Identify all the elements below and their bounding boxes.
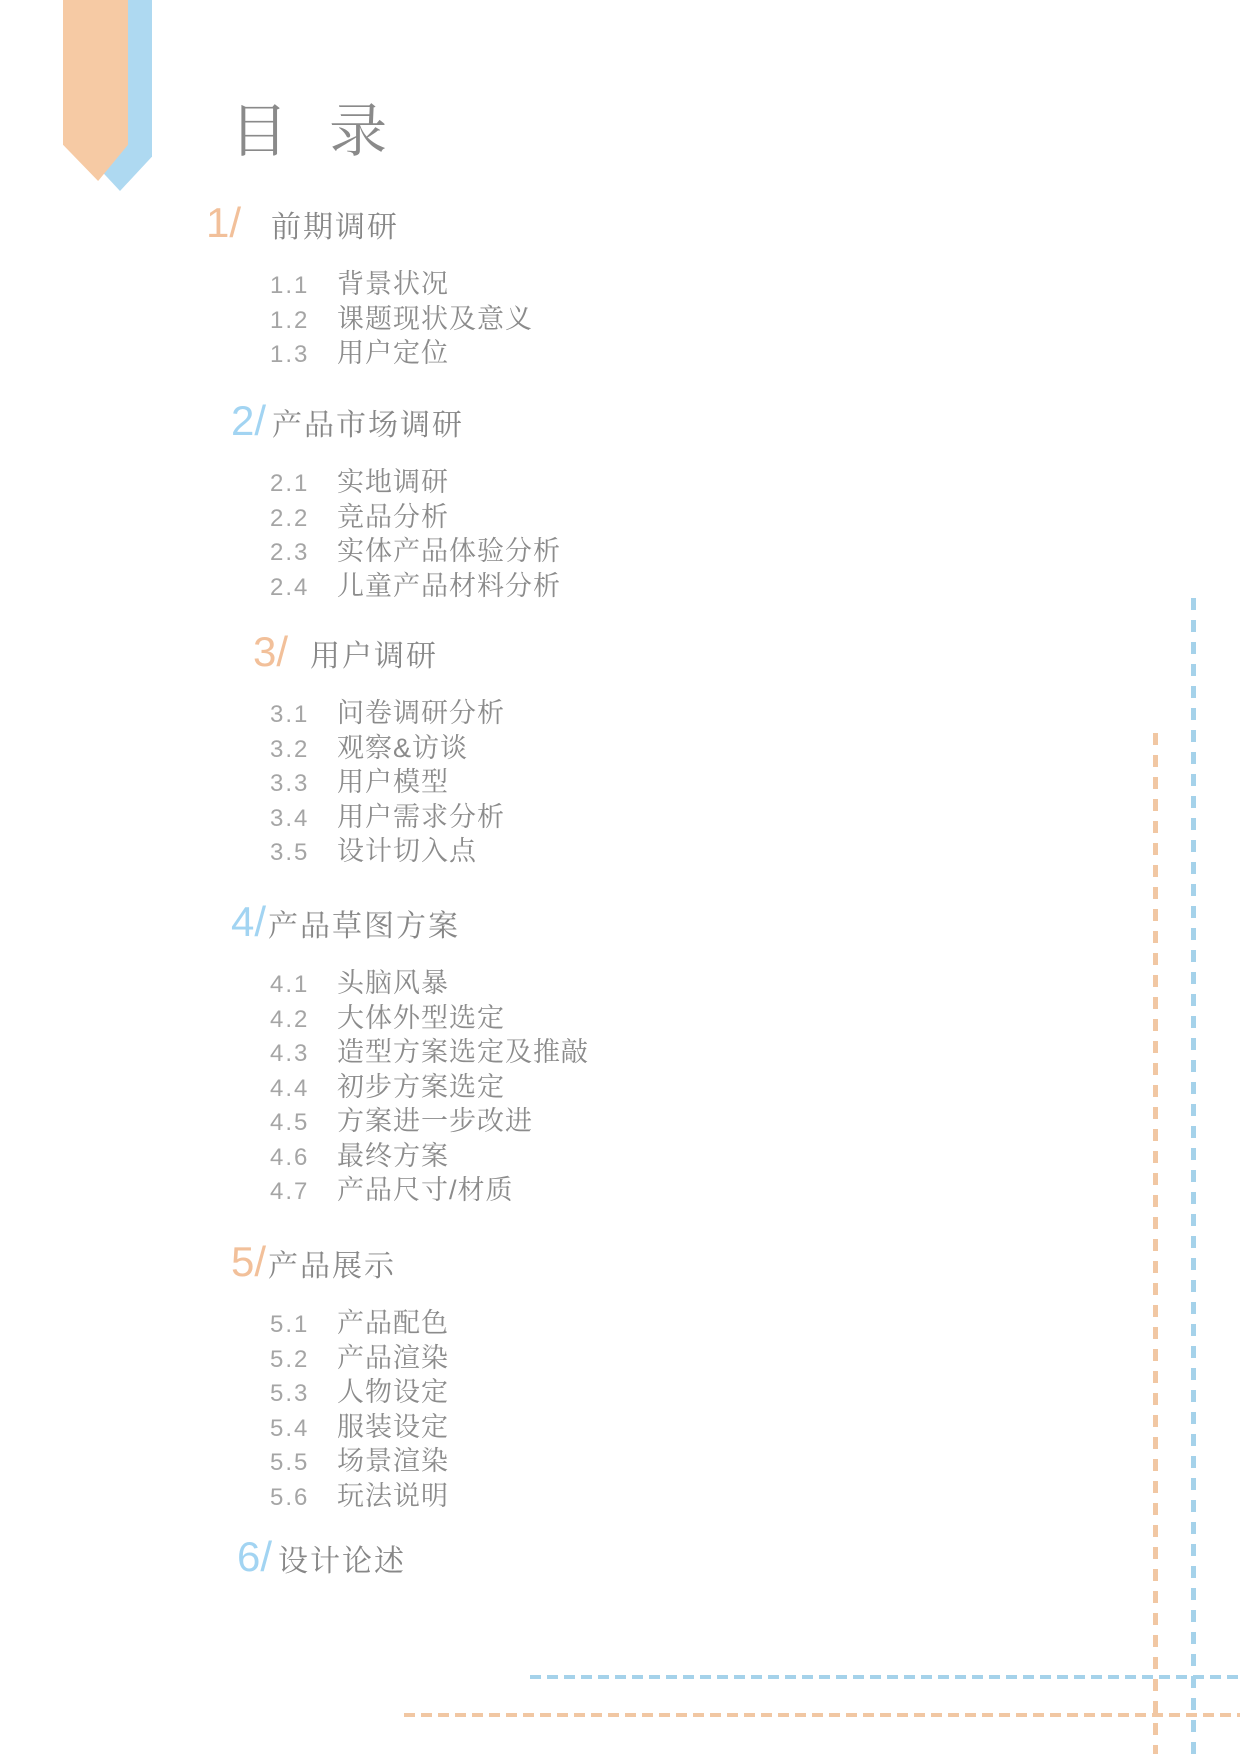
toc-item-label: 头脑风暴 bbox=[337, 968, 449, 998]
section-title: 设计论述 bbox=[278, 1545, 407, 1578]
section-items bbox=[270, 466, 561, 604]
section-number: 5/ bbox=[231, 1238, 267, 1285]
dashed-line-horizontal-orange bbox=[404, 1713, 1240, 1717]
toc-item bbox=[270, 967, 589, 1002]
toc-item bbox=[270, 1071, 589, 1106]
toc-item-label: 用户模型 bbox=[337, 767, 449, 797]
toc-item bbox=[270, 466, 561, 501]
toc-item-label: 初步方案选定 bbox=[337, 1071, 505, 1102]
toc-item-number: 2.3 bbox=[270, 539, 310, 566]
toc-item-number: 1.1 bbox=[270, 272, 310, 299]
toc-item-number: 5.6 bbox=[270, 1483, 310, 1511]
toc-item-number: 2.2 bbox=[270, 504, 310, 532]
section-number: 4/ bbox=[231, 898, 267, 945]
section-heading bbox=[231, 1239, 449, 1290]
page-title: 目 录 bbox=[230, 98, 388, 164]
toc-item bbox=[270, 1445, 449, 1480]
toc-section bbox=[237, 1534, 406, 1585]
toc-item-number: 4.1 bbox=[270, 971, 310, 998]
toc-item bbox=[270, 1480, 449, 1515]
toc-item-number: 5.2 bbox=[270, 1345, 310, 1373]
toc-section bbox=[206, 200, 533, 372]
toc-item-number: 3.5 bbox=[270, 839, 310, 866]
toc-item-label: 实体产品体验分析 bbox=[337, 536, 561, 566]
toc-item bbox=[270, 268, 533, 303]
toc-item-number: 2.4 bbox=[270, 573, 310, 601]
toc-item-label: 实地调研 bbox=[337, 467, 449, 497]
toc-item bbox=[270, 801, 505, 836]
dashed-line-horizontal-blue bbox=[530, 1675, 1240, 1679]
section-items bbox=[270, 967, 589, 1209]
toc-section bbox=[253, 629, 505, 870]
toc-item-label: 方案进一步改进 bbox=[337, 1106, 533, 1136]
toc-section bbox=[231, 1239, 449, 1514]
toc-item-label: 用户需求分析 bbox=[337, 801, 505, 832]
toc-item-number: 4.7 bbox=[270, 1178, 310, 1205]
section-items bbox=[270, 1307, 449, 1514]
toc-item bbox=[270, 835, 505, 870]
section-heading bbox=[237, 1534, 406, 1585]
section-items bbox=[270, 697, 505, 870]
section-number: 6/ bbox=[237, 1533, 273, 1580]
toc-item-label: 造型方案选定及推敲 bbox=[337, 1037, 589, 1067]
toc-item bbox=[270, 1342, 449, 1377]
toc-item bbox=[270, 1002, 589, 1037]
toc-item bbox=[270, 1376, 449, 1411]
toc-item-number: 5.1 bbox=[270, 1311, 310, 1338]
toc-item-label: 背景状况 bbox=[337, 269, 449, 299]
toc-item-label: 场景渲染 bbox=[337, 1446, 449, 1476]
toc-item-label: 课题现状及意义 bbox=[337, 303, 533, 334]
toc-item bbox=[270, 1411, 449, 1446]
toc-item-number: 5.3 bbox=[270, 1380, 310, 1407]
toc-item-number: 3.1 bbox=[270, 701, 310, 728]
dashed-line-vertical-blue bbox=[1191, 598, 1196, 1754]
toc-item-label: 最终方案 bbox=[337, 1140, 449, 1171]
section-title: 产品展示 bbox=[268, 1250, 397, 1283]
section-title: 前期调研 bbox=[271, 211, 400, 244]
toc-item-label: 产品配色 bbox=[337, 1308, 449, 1338]
toc-item bbox=[270, 1174, 589, 1209]
section-title: 产品草图方案 bbox=[268, 910, 461, 943]
toc-item-label: 儿童产品材料分析 bbox=[337, 570, 561, 601]
toc-item-label: 用户定位 bbox=[337, 338, 449, 368]
toc-item-number: 5.5 bbox=[270, 1449, 310, 1476]
toc-item-number: 1.3 bbox=[270, 341, 310, 368]
toc-item-label: 产品尺寸/材质 bbox=[337, 1175, 514, 1205]
section-title: 产品市场调研 bbox=[272, 409, 465, 442]
toc-item-number: 1.2 bbox=[270, 306, 310, 334]
toc-item-label: 玩法说明 bbox=[337, 1480, 449, 1511]
toc-item bbox=[270, 732, 505, 767]
toc-item bbox=[270, 697, 505, 732]
section-heading bbox=[206, 200, 533, 251]
section-heading bbox=[253, 629, 505, 680]
section-heading bbox=[231, 398, 561, 449]
toc-item bbox=[270, 1307, 449, 1342]
section-title: 用户调研 bbox=[310, 640, 439, 673]
toc-item-label: 大体外型选定 bbox=[337, 1002, 505, 1033]
toc-item-number: 4.5 bbox=[270, 1109, 310, 1136]
toc-item bbox=[270, 303, 533, 338]
toc-item bbox=[270, 1105, 589, 1140]
toc-item bbox=[270, 1036, 589, 1071]
section-number: 2/ bbox=[231, 397, 267, 444]
toc-item-label: 产品渲染 bbox=[337, 1342, 449, 1373]
toc-item-label: 问卷调研分析 bbox=[337, 698, 505, 728]
toc-item bbox=[270, 766, 505, 801]
bookmark-ribbon-orange-icon bbox=[63, 0, 128, 181]
toc-item-number: 5.4 bbox=[270, 1414, 310, 1442]
dashed-line-vertical-orange bbox=[1153, 733, 1158, 1754]
toc-item-number: 4.6 bbox=[270, 1143, 310, 1171]
toc-item-number: 3.2 bbox=[270, 735, 310, 763]
section-number: 3/ bbox=[253, 628, 289, 675]
toc-item-number: 4.2 bbox=[270, 1005, 310, 1033]
section-number: 1/ bbox=[206, 199, 242, 246]
toc-section bbox=[231, 899, 589, 1209]
toc-item-number: 4.4 bbox=[270, 1074, 310, 1102]
toc-item-number: 2.1 bbox=[270, 470, 310, 497]
section-heading bbox=[231, 899, 589, 950]
section-items bbox=[270, 268, 533, 372]
toc-item-label: 服装设定 bbox=[337, 1411, 449, 1442]
toc-item-number: 4.3 bbox=[270, 1040, 310, 1067]
toc-section bbox=[231, 398, 561, 604]
toc-item-number: 3.4 bbox=[270, 804, 310, 832]
toc-item-label: 人物设定 bbox=[337, 1377, 449, 1407]
toc-item bbox=[270, 337, 533, 372]
toc-item bbox=[270, 501, 561, 536]
toc-item-label: 竞品分析 bbox=[337, 501, 449, 532]
toc-item-label: 设计切入点 bbox=[337, 836, 477, 866]
toc-item-number: 3.3 bbox=[270, 770, 310, 797]
toc-item bbox=[270, 535, 561, 570]
toc-item-label: 观察&访谈 bbox=[337, 732, 469, 763]
toc-item bbox=[270, 570, 561, 605]
toc-item bbox=[270, 1140, 589, 1175]
